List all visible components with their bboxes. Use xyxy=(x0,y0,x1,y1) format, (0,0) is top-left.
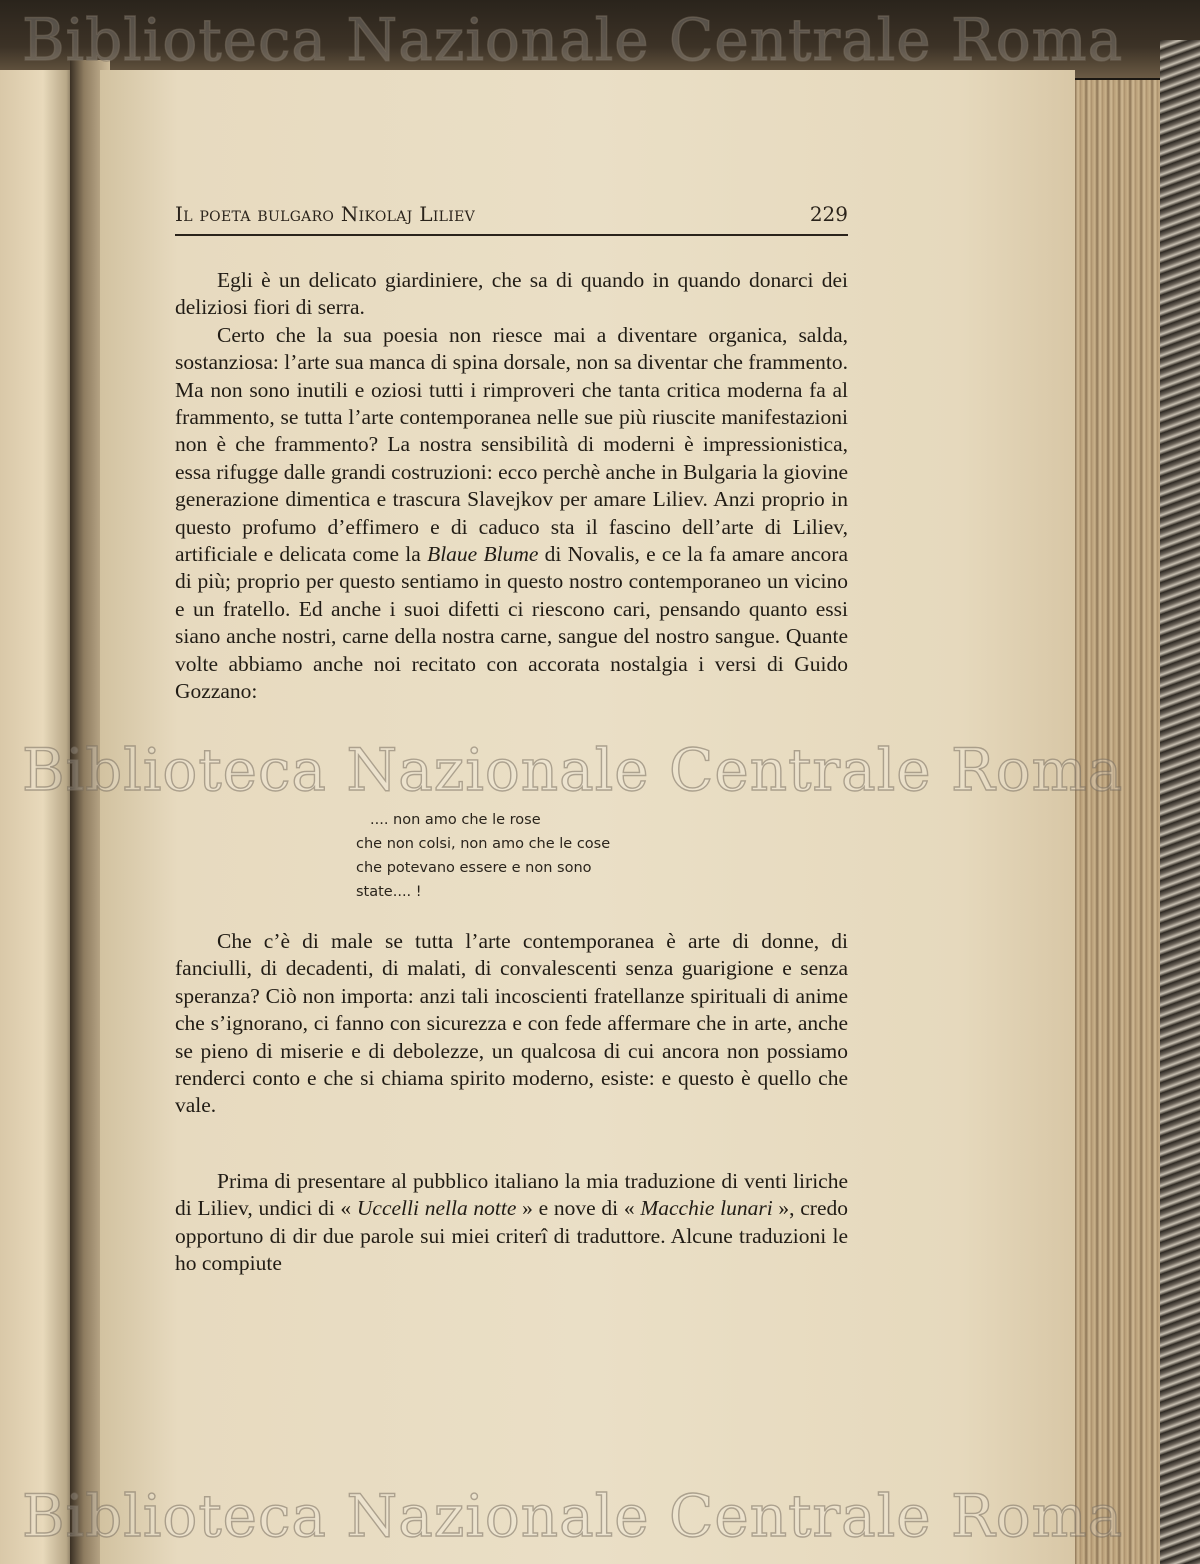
paragraph-2-text-a: Certo che la sua poesia non riesce mai a diventare organica, salda, sostanziosa: l’arte sua manca di spina dorsale, non sa diventar che frammento. Ma non sono inutili e oziosi tutti i rimproveri che tanta critica moderna fa al frammento, se tutta l’arte contemporanea nelle sue più riuscite manifestazioni non è che frammento? La nostra sensibilità di moderni è impressionistica, essa rifugge dalle grandi costruzioni: ecco perchè anche in Bulgaria la giovine generazione dimentica e trascura Slavejkov per amare Liliev. Anzi proprio in questo profumo d’effimero e di caduco sta il fascino dell’arte di Liliev, artificiale e delicata come la xyxy=(175,322,848,567)
paragraph-1: Egli è un delicato giardiniere, che sa di quando in quando donarci dei deliziosi fiori di serra. xyxy=(175,268,848,320)
library-watermark-middle: Biblioteca Nazionale Centrale Roma xyxy=(22,736,1124,804)
paragraph-4 xyxy=(175,1168,848,1278)
header-rule xyxy=(175,234,848,236)
text-block-2 xyxy=(175,928,848,1120)
paragraph-2 xyxy=(175,322,848,706)
running-head: Il poeta bulgaro Nikolaj Liliev xyxy=(175,202,476,226)
verse-quotation xyxy=(356,808,686,904)
paragraph-4-text-c: », credo opportuno di dir due parole sui miei criterî di traduttore. Alcune traduzioni le ho compiute xyxy=(175,1196,848,1276)
verse-line: .... non amo che le rose xyxy=(370,812,541,828)
text-block-1 xyxy=(175,267,848,706)
verse-line: che potevano essere e non sono xyxy=(356,860,592,876)
paragraph-3: Che c’è di male se tutta l’arte contemporanea è arte di donne, di fanciulli, di decadenti, di malati, di convalescenti senza guarigione e senza speranza? Ciò non importa: anzi tali incoscienti fratellanze spirituali di anime che s’ignorano, ci fanno con sicurezza e con fede affermare che in arte, anche se pieno di miserie e di debolezze, un qualcosa di cui ancora non possiamo renderci conto e che si chiama spirito moderno, esiste: e questo è quello che vale. xyxy=(175,929,848,1118)
left-page-edge xyxy=(0,70,78,1564)
library-watermark-bottom: Biblioteca Nazionale Centrale Roma xyxy=(22,1482,1124,1550)
page-header xyxy=(175,200,848,232)
paragraph-4-text-a: Prima di presentare al pubblico italiano la mia traduzione di venti liriche di Liliev, undici di « xyxy=(175,1169,848,1221)
paragraph-2-text-b: di Novalis, e ce la fa amare ancora di più; proprio per questo sentiamo in questo nostro contemporaneo un vicino e un fratello. Ed anche i suoi difetti ci riescono cari, pensando quanto essi siano anche nostri, carne della nostra carne, sangue del nostro sangue. Quante volte abbiamo anche noi recitato con accorata nostalgia i versi di Guido Gozzano: xyxy=(175,542,848,704)
page-number: 229 xyxy=(809,202,848,226)
verse-line: che non colsi, non amo che le cose xyxy=(356,836,611,852)
paragraph-4-italic-1: Uccelli nella notte xyxy=(356,1196,517,1221)
page-edges xyxy=(1070,80,1168,1564)
text-block-3 xyxy=(175,1168,848,1278)
paragraph-2-italic: Blaue Blume xyxy=(427,542,539,567)
paragraph-4-text-b: » e nove di « xyxy=(516,1196,641,1221)
library-watermark-top: Biblioteca Nazionale Centrale Roma xyxy=(22,6,1124,74)
paragraph-4-italic-2: Macchie lunari xyxy=(640,1196,773,1221)
verse-line: state.... ! xyxy=(356,884,422,900)
